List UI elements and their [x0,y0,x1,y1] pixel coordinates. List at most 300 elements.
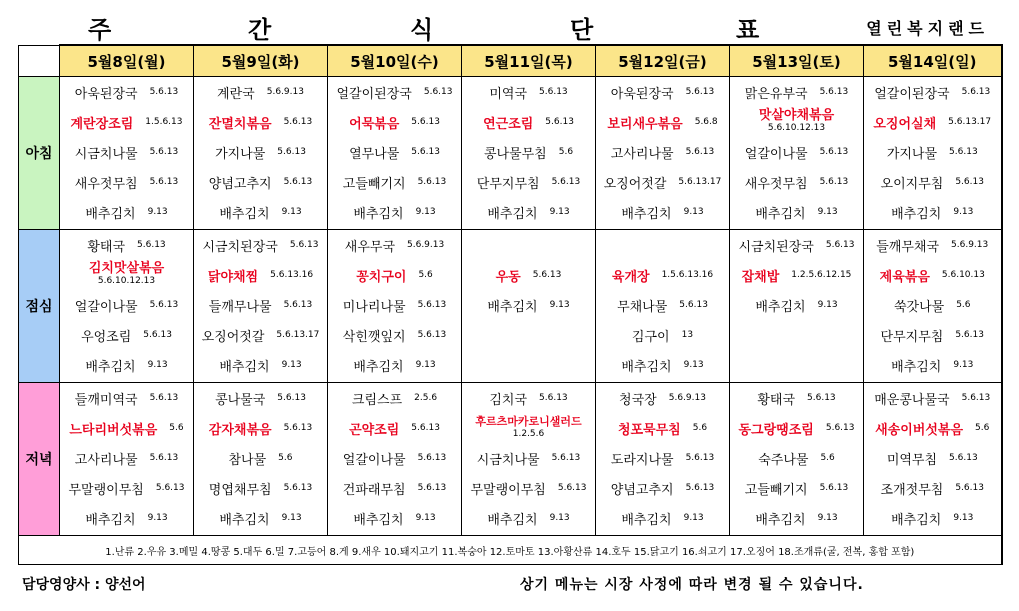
allergen-codes: 5.6.10.13 [941,270,985,280]
menu-item [60,137,193,167]
menu-item [730,383,863,413]
dish-name: 미역무침 [886,452,938,468]
allergen-codes: 5.6.13 [545,117,574,127]
dish-name: 시금치된장국 [738,239,814,255]
dish-name: 어묵볶음 [349,116,400,132]
dish-name: 얼갈이나물 [74,299,138,315]
menu-cell [596,77,730,230]
allergen-codes: 5.6.13 [685,453,715,463]
legend-row [19,536,1002,565]
menu-cell [730,383,864,536]
menu-item [596,137,729,167]
dish-name: 참나물 [228,452,267,468]
dish-name: 배추김치 [755,299,806,315]
menu-item [328,503,461,533]
allergen-codes: 5.6.13 [551,453,581,463]
allergen-codes: 5.6.13 [149,393,179,403]
dish-name: 새송이버섯볶음 [875,422,964,438]
menu-item [60,473,193,503]
allergen-codes: 9.13 [415,207,436,217]
day-header: 5월12일(금) [596,45,730,77]
dish-name: 육개장 [611,269,650,285]
menu-item [60,290,193,320]
dish-name: 배추김치 [85,359,136,375]
allergen-codes: 5.6.13 [557,483,587,493]
dish-name: 곤약조림 [349,422,400,438]
allergen-codes: 5.6.13 [277,147,306,157]
allergen-codes: 5.6.10.12.13 [767,123,826,133]
menu-item [194,473,327,503]
allergen-codes: 5.6.13.17 [678,177,722,187]
menu-item [60,260,193,290]
allergen-codes: 9.13 [683,207,704,217]
menu-item [864,443,1001,473]
menu-item [328,413,461,443]
allergen-codes: 5.6.13 [137,240,166,250]
allergen-codes: 5.6.13 [949,453,978,463]
allergen-codes: 9.13 [953,207,974,217]
allergen-codes: 5.6.13.16 [270,270,314,280]
meal-label: 점심 [19,230,60,383]
menu-item [596,77,729,107]
menu-item [194,197,327,227]
menu-item [730,320,863,350]
menu-item [730,137,863,167]
menu-cell [194,383,328,536]
menu-cell [328,77,462,230]
dish-name: 배추김치 [353,359,404,375]
dish-name: 동그랑땡조림 [738,422,814,438]
dish-name: 배추김치 [621,206,672,222]
dish-name: 열무나물 [349,146,400,162]
menu-item [328,107,461,137]
dish-name: 새우젓무침 [744,176,808,192]
menu-item [730,197,863,227]
dish-name: 매운콩나물국 [874,392,950,408]
dish-name: 배추김치 [85,206,136,222]
menu-item [864,290,1001,320]
dish-name: 배추김치 [487,299,538,315]
dish-name: 오징어젓갈 [201,329,265,345]
menu-item [60,383,193,413]
dish-name: 김구이 [631,329,670,345]
allergen-legend: 1.난류 2.우유 3.메밀 4.땅콩 5.대두 6.밀 7.고등어 8.게 9.새우 10.돼지고기 11.복숭아 12.토마토 13.아황산류 14.호두 15.닭고기 16.쇠고기 17.오징어 18.조개류(굴, 전복, 홍합 포함) [19,536,1002,565]
menu-item [730,350,863,380]
title-char: 주 [88,16,112,44]
meal-label: 저녁 [19,383,60,536]
menu-cell [730,230,864,383]
meal-row [19,230,1002,383]
meal-label: 아침 [19,77,60,230]
allergen-codes: 5.6.13 [417,177,447,187]
menu-cell [328,230,462,383]
allergen-codes: 5.6.13 [685,87,715,97]
menu-item [596,167,729,197]
dish-name: 삭힌깻잎지 [342,329,406,345]
menu-item [462,167,595,197]
dish-name: 잔멸치볶음 [208,116,272,132]
allergen-codes: 5.6.13 [155,483,185,493]
allergen-codes: 9.13 [683,360,704,370]
dish-name: 배추김치 [219,206,270,222]
allergen-codes: 5.6.13 [149,453,179,463]
dish-name: 황태국 [87,239,126,255]
menu-item [328,77,461,107]
dish-name: 연근조림 [483,116,534,132]
dish-name: 크림스프 [351,392,403,408]
menu-item [596,260,729,290]
dish-name: 얼갈이된장국 [874,86,950,102]
allergen-codes: 5.6.13 [283,423,313,433]
menu-item [730,107,863,137]
allergen-codes: 9.13 [953,360,974,370]
dish-name: 미나리나물 [342,299,406,315]
allergen-codes: 5.6.13 [417,300,447,310]
allergen-codes: 5.6.8 [694,117,718,127]
allergen-codes: 5.6.13 [283,177,313,187]
allergen-codes: 5.6.9.13 [407,240,445,250]
allergen-codes: 9.13 [817,207,838,217]
menu-item [730,230,863,260]
allergen-codes: 9.13 [549,207,570,217]
allergen-codes: 5.6.13 [423,87,453,97]
dish-name: 오징어실채 [873,116,937,132]
menu-item [328,473,461,503]
menu-item [730,473,863,503]
day-header: 5월14일(일) [864,45,1002,77]
allergen-codes: 9.13 [817,300,838,310]
dish-name: 황태국 [757,392,796,408]
menu-item [328,350,461,380]
menu-item [462,383,595,413]
dish-name: 들깨무채국 [876,239,940,255]
allergen-codes: 1.2.5.6 [512,429,545,439]
day-header: 5월8일(월) [60,45,194,77]
dish-name: 쑥갓나물 [893,299,945,315]
menu-cell [730,77,864,230]
menu-cell [462,383,596,536]
allergen-codes: 5.6 [169,423,184,433]
dish-name: 얼갈이된장국 [336,86,412,102]
allergen-codes: 5.6.13 [149,87,179,97]
menu-item [864,197,1001,227]
dish-name: 배추김치 [219,359,270,375]
dish-name: 맛살야채볶음 [758,108,835,123]
dish-name: 김치맛살볶음 [88,261,165,276]
allergen-codes: 9.13 [953,513,974,523]
allergen-codes: 5.6.13 [807,393,836,403]
allergen-codes: 5.6.13 [149,177,179,187]
menu-item [596,350,729,380]
dish-name: 제육볶음 [879,269,930,285]
menu-item [730,290,863,320]
allergen-codes: 5.6.9.13 [668,393,706,403]
header-row [19,45,1002,77]
menu-item [462,230,595,260]
allergen-codes: 5.6.13 [283,300,313,310]
menu-item [730,443,863,473]
allergen-codes: 5.6.13 [961,393,991,403]
menu-cell [864,230,1002,383]
allergen-codes: 5.6.13 [149,147,179,157]
allergen-codes: 5.6.13 [955,177,984,187]
menu-item [864,413,1001,443]
allergen-codes: 5.6.13 [532,270,562,280]
menu-item [60,230,193,260]
dish-name: 계란국 [217,86,255,102]
allergen-codes: 5.6.13 [685,147,715,157]
dish-name: 배추김치 [621,512,672,528]
menu-item [194,350,327,380]
menu-item [596,107,729,137]
allergen-codes: 9.13 [415,513,436,523]
menu-item [730,167,863,197]
menu-cell [596,383,730,536]
dietitian-name: 담당영양사 : 양선어 [22,577,146,593]
allergen-codes: 5.6.13 [819,483,849,493]
menu-item [328,443,461,473]
menu-item [194,77,327,107]
dish-name: 감자채볶음 [208,422,272,438]
menu-cell [60,230,194,383]
allergen-codes: 5.6.13 [551,177,581,187]
menu-item [596,290,729,320]
allergen-codes: 9.13 [817,513,838,523]
menu-item [596,473,729,503]
menu-item [864,77,1001,107]
brand-name: 열린복지랜드 [866,19,989,38]
dish-name: 배추김치 [755,512,806,528]
dish-name: 가지나물 [886,146,938,162]
allergen-codes: 5.6.13 [417,330,447,340]
allergen-codes: 5.6.13 [949,147,978,157]
menu-cell [60,77,194,230]
menu-item [864,350,1001,380]
dish-name: 단무지무침 [476,176,540,192]
dish-name: 오징어젓갈 [603,176,667,192]
allergen-codes: 5.6.13 [825,423,855,433]
allergen-codes: 5.6.13 [411,117,440,127]
title-char: 간 [248,16,272,44]
allergen-codes: 5.6.13.17 [276,330,320,340]
dish-name: 느타리버섯볶음 [69,422,158,438]
allergen-codes: 1.5.6.13.16 [661,270,714,280]
day-header: 5월9일(화) [194,45,328,77]
menu-item [60,503,193,533]
dish-name: 조개젓무침 [880,482,944,498]
allergen-codes: 5.6.13 [417,453,447,463]
allergen-codes: 5.6.13 [961,87,991,97]
dish-name: 우엉조림 [81,329,132,345]
dish-name: 들깨무나물 [208,299,272,315]
menu-item [462,473,595,503]
allergen-codes: 9.13 [549,513,570,523]
menu-item [194,107,327,137]
menu-item [194,167,327,197]
menu-cell [864,77,1002,230]
dish-name: 맑은유부국 [744,86,808,102]
allergen-codes: 5.6.13 [411,423,440,433]
allergen-codes: 9.13 [147,513,168,523]
dish-name: 아욱된장국 [610,86,674,102]
dish-name: 들깨미역국 [74,392,138,408]
menu-body [19,77,1002,565]
menu-cell [462,77,596,230]
allergen-codes: 5.6.9.13 [266,87,304,97]
dish-name: 얼갈이나물 [744,146,808,162]
allergen-codes: 9.13 [281,513,302,523]
day-header: 5월11일(목) [462,45,596,77]
dish-name: 우동 [495,269,521,285]
dish-name: 배추김치 [353,206,404,222]
menu-item [730,413,863,443]
allergen-codes: 5.6.13 [539,393,568,403]
menu-item [328,230,461,260]
allergen-codes: 9.13 [415,360,436,370]
weekly-menu-table [18,44,1003,565]
dish-name: 시금치된장국 [202,239,278,255]
allergen-codes: 5.6.13 [283,117,313,127]
allergen-codes: 5.6.13.17 [948,117,992,127]
dish-name: 콩나물무침 [483,146,547,162]
menu-item [596,413,729,443]
dish-name: 고들빼기지 [744,482,808,498]
menu-item [328,197,461,227]
menu-item [462,290,595,320]
dish-name: 김치국 [489,392,528,408]
allergen-codes: 5.6.13 [417,483,447,493]
header-corner [19,45,60,77]
allergen-codes: 5.6.10.12.13 [97,276,156,286]
menu-item [194,443,327,473]
menu-item [730,260,863,290]
allergen-codes: 9.13 [549,300,570,310]
dish-name: 배추김치 [891,512,942,528]
menu-item [328,137,461,167]
dish-name: 아욱된장국 [74,86,138,102]
menu-item [864,107,1001,137]
menu-item [864,260,1001,290]
dish-name: 배추김치 [85,512,136,528]
allergen-codes: 5.6.13 [143,330,172,340]
menu-cell [328,383,462,536]
menu-item [864,137,1001,167]
allergen-codes: 9.13 [683,513,704,523]
allergen-codes: 5.6.13 [283,483,313,493]
menu-item [194,137,327,167]
menu-item [462,77,595,107]
menu-item [730,77,863,107]
menu-cell [60,383,194,536]
allergen-codes: 5.6.13 [289,240,319,250]
dish-name: 배추김치 [487,206,538,222]
menu-item [462,107,595,137]
day-header: 5월10일(수) [328,45,462,77]
allergen-codes: 5.6.13 [825,240,855,250]
menu-item [864,473,1001,503]
dish-name: 배추김치 [219,512,270,528]
allergen-codes: 5.6 [820,453,835,463]
menu-item [60,197,193,227]
menu-item [60,77,193,107]
allergen-codes: 5.6.13 [955,330,984,340]
dish-name: 새우젓무침 [74,176,138,192]
notice-text: 상기 메뉴는 시장 사정에 따라 변경 될 수 있습니다. [520,577,864,593]
menu-item [730,503,863,533]
menu-item [60,443,193,473]
allergen-codes: 5.6 [278,453,293,463]
dish-name: 보리새우볶음 [607,116,683,132]
menu-item [864,320,1001,350]
allergen-codes: 9.13 [147,207,168,217]
dish-name: 시금치나물 [476,452,540,468]
dish-name: 콩나물국 [215,392,266,408]
dish-name: 건파래무침 [342,482,406,498]
dish-name: 양념고추지 [610,482,674,498]
menu-item [462,443,595,473]
meal-row [19,77,1002,230]
dish-name: 배추김치 [755,206,806,222]
dish-name: 도라지나물 [610,452,674,468]
allergen-codes: 5.6.9.13 [951,240,989,250]
allergen-codes: 9.13 [281,207,302,217]
page-title [0,10,800,44]
dish-name: 잡채밥 [741,269,780,285]
menu-item [462,350,595,380]
dish-name: 오이지무침 [880,176,944,192]
title-char: 단 [570,16,594,44]
menu-item [864,167,1001,197]
menu-item [596,230,729,260]
dish-name: 꽁치구이 [356,269,407,285]
menu-item [60,320,193,350]
dish-name: 무채나물 [617,299,668,315]
allergen-codes: 5.6.13 [955,483,984,493]
menu-item [328,290,461,320]
allergen-codes: 5.6.13 [277,393,306,403]
allergen-codes: 5.6.13 [411,147,440,157]
menu-item [194,413,327,443]
dish-name: 고사리나물 [74,452,138,468]
menu-cell [194,77,328,230]
menu-item [328,260,461,290]
allergen-codes: 5.6.13 [679,300,708,310]
dish-name: 청국장 [619,392,657,408]
dish-name: 단무지무침 [880,329,944,345]
menu-item [596,503,729,533]
menu-cell [596,230,730,383]
menu-item [328,320,461,350]
menu-item [596,197,729,227]
title-char: 표 [736,16,760,44]
menu-item [194,320,327,350]
menu-item [462,137,595,167]
allergen-codes: 5.6.13 [819,177,849,187]
dish-name: 얼갈이나물 [342,452,406,468]
menu-item [328,383,461,413]
menu-item [194,503,327,533]
menu-cell [194,230,328,383]
allergen-codes: 5.6.13 [539,87,568,97]
menu-item [328,167,461,197]
dish-name: 숙주나물 [758,452,809,468]
menu-item [864,503,1001,533]
menu-item [194,230,327,260]
menu-item [194,290,327,320]
dish-name: 미역국 [489,86,528,102]
allergen-codes: 1.5.6.13 [145,117,183,127]
dish-name: 고들빼기지 [342,176,406,192]
